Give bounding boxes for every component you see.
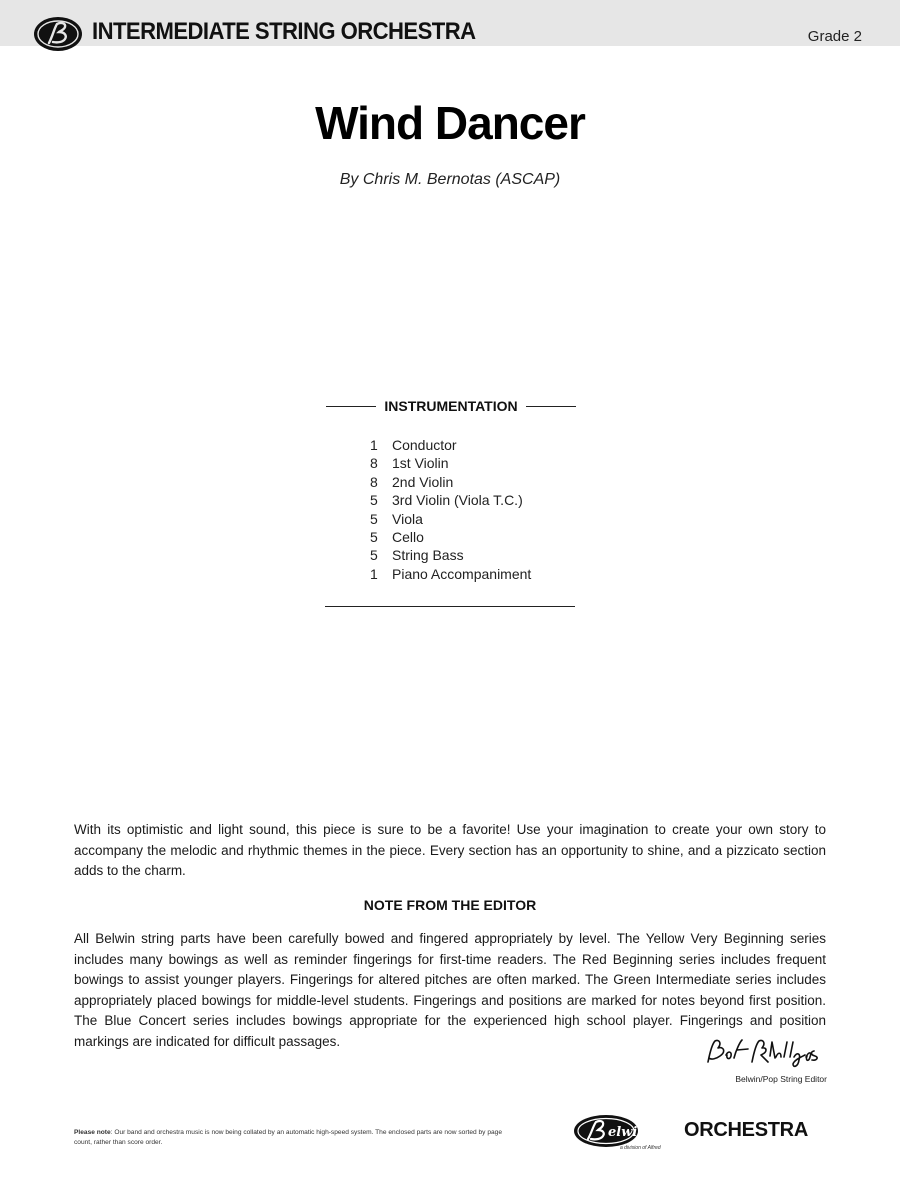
heading-rule-left	[326, 406, 376, 407]
editor-signature	[704, 1036, 828, 1072]
instrumentation-list	[370, 436, 531, 583]
please-note-label: Please note	[74, 1129, 111, 1136]
grade-label: Grade 2	[807, 28, 862, 45]
instrument-name: String Bass	[392, 547, 464, 564]
instrument-row	[370, 510, 531, 528]
instrument-quantity: 8	[370, 473, 378, 490]
instrument-quantity: 1	[370, 565, 378, 582]
instrument-row	[370, 436, 531, 454]
svg-text:elwin: elwin	[608, 1125, 647, 1140]
composer-byline: By Chris M. Bernotas (ASCAP)	[339, 171, 561, 188]
instrument-name: Cello	[392, 528, 424, 545]
heading-rule-right	[526, 406, 576, 407]
instrument-row	[370, 491, 531, 509]
instrument-quantity: 5	[370, 547, 378, 564]
instrument-name: 3rd Violin (Viola T.C.)	[392, 492, 523, 509]
instrument-name: 2nd Violin	[392, 473, 454, 490]
piece-description: With its optimistic and light sound, this piece is sure to be a favorite! Use your imagination to create your own story to accompany the melodic and rhythmic themes in the piece. Every section has an opportunity to shine, and a pizzicato section adds to the charm.	[74, 822, 826, 878]
belwin-b-logo-icon	[32, 14, 84, 54]
please-note-text: : Our band and orchestra music is now being collated by an automatic high-speed system. The enclosed parts are now sorted by page count, rather than score order.	[74, 1129, 502, 1146]
editor-note-body: All Belwin string parts have been carefully bowed and fingered appropriately by level. The Yellow Very Beginning series includes many bowings as well as reminder fingerings for first-time readers. The Red Beginning series includes frequent bowings to assist younger players. Fingerings for altered pitches are often marked. The Green Intermediate series includes appropriately placed bowings for middle-level students. Fingerings and positions are marked for notes beyond first position. The Blue Concert series includes bowings appropriate for the experienced high school player. Fingerings and position markings are indicated for difficult passages.	[74, 931, 826, 1049]
instrument-quantity: 8	[370, 455, 378, 472]
instrument-quantity: 5	[370, 510, 378, 527]
orchestra-wordmark: ORCHESTRA	[684, 1119, 808, 1141]
instrument-row	[370, 454, 531, 472]
instrument-quantity: 5	[370, 492, 378, 509]
instrument-row	[370, 473, 531, 491]
piece-title: Wind Dancer	[315, 97, 585, 149]
instrumentation-heading-label: INSTRUMENTATION	[384, 398, 518, 414]
instrumentation-bottom-rule	[325, 606, 575, 607]
series-title: INTERMEDIATE STRING ORCHESTRA	[92, 18, 476, 45]
editor-note-heading: NOTE FROM THE EDITOR	[363, 897, 537, 913]
instrument-name: Conductor	[392, 437, 457, 453]
editor-title: Belwin/Pop String Editor	[735, 1074, 827, 1084]
instrument-name: Viola	[392, 510, 423, 527]
please-note	[74, 1128, 514, 1148]
instrument-quantity: 1	[370, 437, 378, 453]
instrument-row	[370, 546, 531, 564]
instrumentation-heading	[326, 398, 576, 414]
instrument-row	[370, 528, 531, 546]
instrument-quantity: 5	[370, 528, 378, 545]
instrument-name: 1st Violin	[392, 455, 449, 472]
brand-subtext: a division of Alfred	[620, 1145, 661, 1151]
instrument-name: Piano Accompaniment	[392, 565, 532, 582]
instrument-row	[370, 565, 531, 583]
